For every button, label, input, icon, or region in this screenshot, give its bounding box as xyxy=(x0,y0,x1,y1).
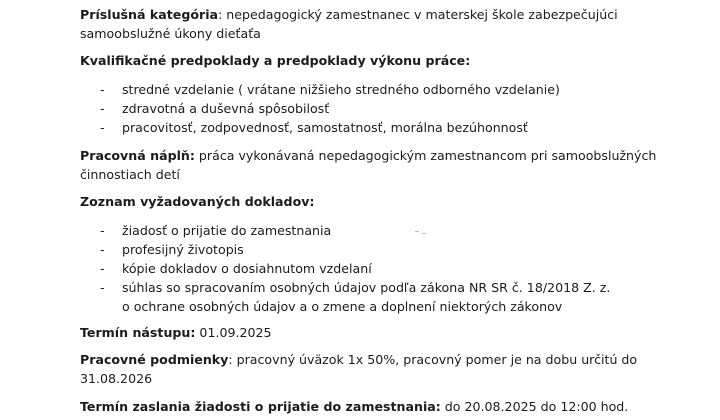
document-item: - profesijný životopis xyxy=(80,240,680,260)
qualification-item: - zdravotná a duševná spôsobilosť xyxy=(80,99,680,119)
qualification-item: - pracovitosť, zodpovednosť, samostatnosť, morálna bezúhonnosť xyxy=(80,118,680,138)
start-date-line xyxy=(80,323,272,343)
work-label: Pracovná náplň: xyxy=(80,148,195,163)
work-line-2: činnostiach detí xyxy=(80,167,180,182)
document-item: - kópie dokladov o dosiahnutom vzdelaní xyxy=(80,259,680,279)
conditions-label: Pracovné podmienky xyxy=(80,352,229,367)
conditions-line-2: 31.08.2026 xyxy=(80,371,153,386)
dash-bullet: - xyxy=(100,82,105,97)
start-date-value: 01.09.2025 xyxy=(195,325,272,340)
category-text-1: : nepedagogický zamestnanec v materskej škole zabezpečujúci xyxy=(218,7,618,22)
scan-speck xyxy=(422,233,426,234)
category-line-1 xyxy=(80,5,618,25)
dash-bullet: - xyxy=(100,242,105,257)
start-date-label: Termín nástupu: xyxy=(80,325,196,340)
dash-bullet: - xyxy=(100,223,105,238)
qualification-item: - stredné vzdelanie ( vrátane nižšieho stredného odborného vzdelanie) xyxy=(80,80,680,100)
document-item: - súhlas so spracovaním osobných údajov podľa zákona NR SR č. 18/2018 Z. z. xyxy=(80,278,680,298)
document-item: - žiadosť o prijatie do zamestnania xyxy=(80,221,680,241)
category-label: Príslušná kategória xyxy=(80,7,219,22)
category-line-2: samoobslužné úkony dieťaťa xyxy=(80,26,261,41)
deadline-label: Termín zaslania žiadosti o prijatie do zamestnania: xyxy=(80,399,441,414)
scan-speck xyxy=(415,231,419,232)
work-line-1: Pracovná náplň: práca vykonávaná nepedagogickým zamestnancom pri samoobslužných xyxy=(80,148,657,163)
deadline-line xyxy=(80,397,628,417)
documents-heading: Zoznam vyžadovaných dokladov: xyxy=(80,194,315,209)
dash-bullet: - xyxy=(100,280,105,295)
dash-bullet: - xyxy=(100,120,105,135)
qualifications-heading: Kvalifikačné predpoklady a predpoklady výkonu práce: xyxy=(80,53,471,68)
document-item-continuation: o ochrane osobných údajov a o zmene a doplnení niektorých zákonov xyxy=(122,299,563,314)
conditions-line-1: Pracovné podmienky: pracovný úväzok 1x 50%, pracovný pomer je na dobu určitú do xyxy=(80,352,638,367)
dash-bullet: - xyxy=(100,101,105,116)
dash-bullet: - xyxy=(100,261,105,276)
deadline-value: do 20.08.2025 do 12:00 hod. xyxy=(440,399,629,414)
